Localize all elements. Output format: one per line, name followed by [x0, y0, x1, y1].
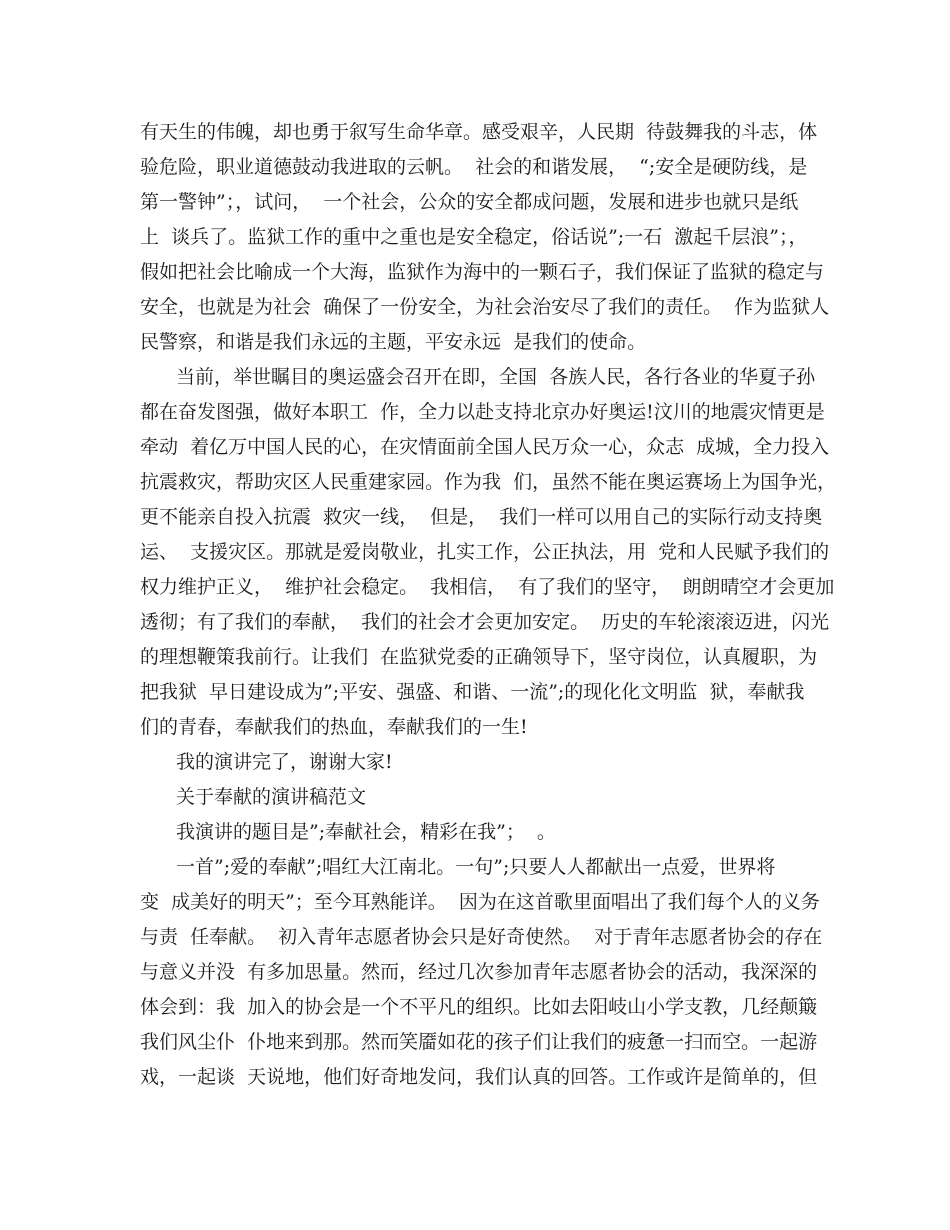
section-title: 关于奉献的演讲稿范文 [176, 786, 367, 808]
text-line: 我们风尘仆 仆地来到那。然而笑靥如花的孩子们让我们的疲惫一扫而空。一起游 [140, 1031, 818, 1053]
text-line: 体会到：我 加入的协会是一个不平凡的组织。比如去阳岐山小学支教，几经颠簸 [140, 996, 818, 1018]
text-line: 第一警钟”；，试问， 一个社会，公众的安全都成问题，发展和进步也就只是纸 [140, 191, 799, 213]
text-line: 更不能亲自投入抗震 救灾一线， 但是， 我们一样可以用自己的实际行动支持奥 [140, 506, 823, 528]
text-line: 安全，也就是为社会 确保了一份安全，为社会治安尽了我们的责任。 作为监狱人 [140, 296, 830, 318]
text-line: 把我狱 早日建设成为”;平安、强盛、和谐、一流”;的现化化文明监 狱，奉献我 [140, 681, 805, 703]
text-line: 与意义并没 有多加思量。然而，经过几次参加青年志愿者协会的活动，我深深的 [140, 961, 818, 983]
text-line: 上 谈兵了。监狱工作的重中之重也是安全稳定，俗话说”;一石 激起千层浪”；， [140, 226, 808, 248]
text-line: 牵动 着亿万中国人民的心，在灾情面前全国人民万众一心，众志 成城，全力投入 [140, 436, 830, 458]
text-line: 透彻；有了我们的奉献， 我们的社会才会更加安定。 历史的车轮滚滚迈进，闪光 [140, 611, 830, 633]
text-line: 抗震救灾，帮助灾区人民重建家园。作为我 们，虽然不能在奥运赛场上为国争光， [140, 471, 837, 493]
text-line: 权力维护正义， 维护社会稳定。 我相信， 有了我们的坚守， 朗朗晴空才会更加 [140, 576, 835, 598]
text-line: 戏，一起谈 天说地，他们好奇地发问，我们认真的回答。工作或许是简单的，但 [140, 1066, 818, 1088]
speech-topic: 我演讲的题目是”;奉献社会，精彩在我”； 。 [176, 821, 556, 843]
text-line: 民警察，和谐是我们永远的主题，平安永远 是我们的使命。 [140, 331, 647, 353]
text-line: 都在奋发图强，做好本职工 作，全力以赴支持北京办好奥运!汶川的地震灾情更是 [140, 401, 825, 423]
paragraph-first-line: 当前，举世瞩目的奥运盛会召开在即，全国 各族人民，各行各业的华夏子孙 [176, 366, 816, 388]
text-line: 的理想鞭策我前行。让我们 在监狱党委的正确领导下，坚守岗位，认真履职，为 [140, 646, 818, 668]
text-line: 变 成美好的明天”；至今耳熟能详。 因为在这首歌里面唱出了我们每个人的义务 [140, 891, 820, 913]
closing-line: 我的演讲完了，谢谢大家! [176, 751, 393, 773]
text-line: 有天生的伟魄，却也勇于叙写生命华章。感受艰辛，人民期 待鼓舞我的斗志，体 [140, 121, 818, 143]
text-line: 与责 任奉献。 初入青年志愿者协会只是好奇使然。 对于青年志愿者协会的存在 [140, 926, 823, 948]
text-line: 假如把社会比喻成一个大海，监狱作为海中的一颗石子，我们保证了监狱的稳定与 [140, 261, 825, 283]
paragraph-first-line: 一首”;爱的奉献”;唱红大江南北。一句”;只要人人都献出一点爱，世界将 [176, 856, 776, 878]
text-line: 运、 支援灾区。那就是爱岗敬业，扎实工作，公正执法，用 党和人民赋予我们的 [140, 541, 830, 563]
text-line: 们的青春，奉献我们的热血，奉献我们的一生! [140, 716, 528, 738]
text-line: 验危险，职业道德鼓动我进取的云帆。 社会的和谐发展， “;安全是硬防线，是 [140, 156, 808, 178]
